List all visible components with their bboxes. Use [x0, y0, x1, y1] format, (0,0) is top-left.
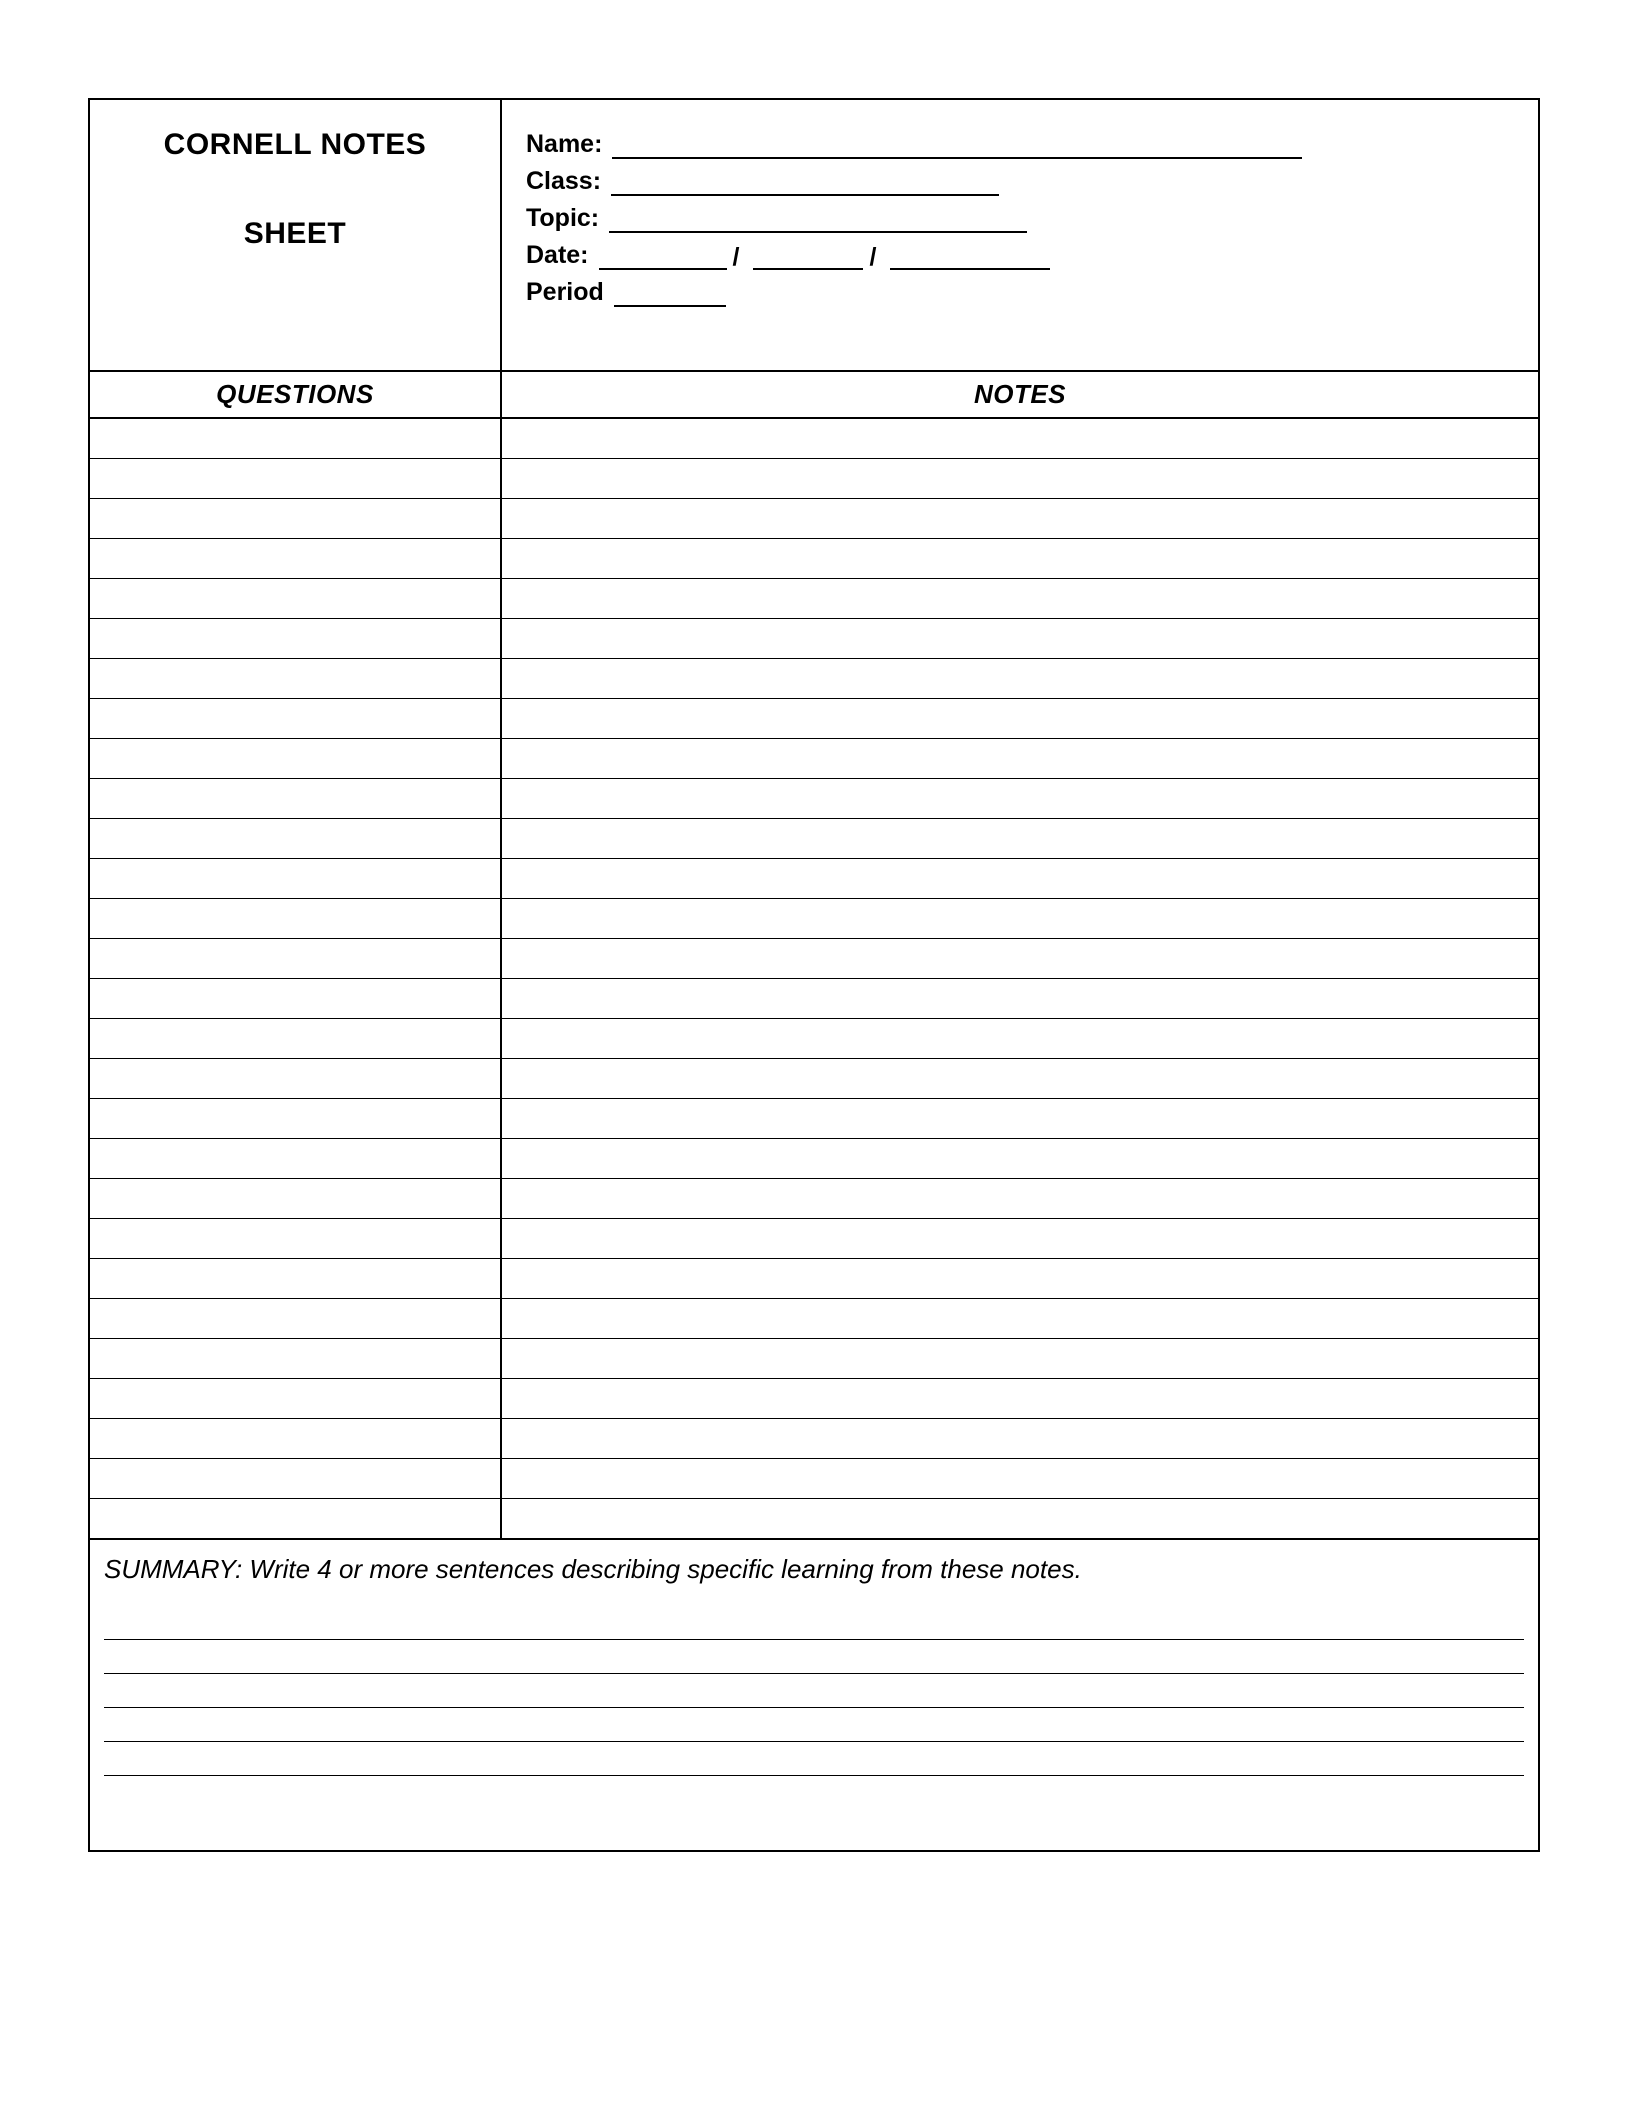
- column-header-notes: NOTES: [973, 379, 1067, 409]
- notes-row[interactable]: [90, 1099, 1538, 1139]
- sheet-header: [90, 100, 1538, 372]
- class-input[interactable]: [611, 172, 999, 196]
- summary-line[interactable]: [104, 1640, 1524, 1674]
- notes-row[interactable]: [90, 899, 1538, 939]
- field-class: [526, 159, 1538, 196]
- notes-row[interactable]: [90, 819, 1538, 859]
- field-period: [526, 270, 1538, 307]
- notes-row[interactable]: [90, 539, 1538, 579]
- notes-row[interactable]: [90, 699, 1538, 739]
- notes-row[interactable]: [90, 419, 1538, 459]
- notes-row[interactable]: [90, 1499, 1538, 1539]
- summary-prompt: SUMMARY: Write 4 or more sentences describing specific learning from these notes.: [104, 1554, 1082, 1584]
- notes-row[interactable]: [90, 1179, 1538, 1219]
- period-input[interactable]: [614, 283, 726, 307]
- notes-row[interactable]: [90, 499, 1538, 539]
- summary-line[interactable]: [104, 1606, 1524, 1640]
- questions-notes-divider: [500, 419, 502, 1538]
- date-day-input[interactable]: [753, 246, 863, 270]
- notes-row[interactable]: [90, 579, 1538, 619]
- notes-row[interactable]: [90, 1139, 1538, 1179]
- notes-row[interactable]: [90, 739, 1538, 779]
- summary-line[interactable]: [104, 1674, 1524, 1708]
- notes-row[interactable]: [90, 1339, 1538, 1379]
- field-class-label: Class:: [526, 167, 602, 195]
- notes-row[interactable]: [90, 979, 1538, 1019]
- column-header-questions: QUESTIONS: [90, 372, 502, 417]
- notes-row[interactable]: [90, 1259, 1538, 1299]
- date-separator-1: /: [732, 243, 740, 271]
- page-subtitle: SHEET: [243, 217, 347, 250]
- sheet-title-block: [90, 100, 502, 370]
- field-topic-label: Topic:: [526, 204, 600, 232]
- date-separator-2: /: [869, 243, 877, 271]
- notes-row[interactable]: [90, 1299, 1538, 1339]
- field-period-label: Period: [526, 278, 604, 306]
- summary-line[interactable]: [104, 1708, 1524, 1742]
- summary-section: [90, 1540, 1538, 1850]
- notes-row[interactable]: [90, 1219, 1538, 1259]
- topic-input[interactable]: [609, 209, 1027, 233]
- notes-row[interactable]: [90, 1419, 1538, 1459]
- notes-row[interactable]: [90, 779, 1538, 819]
- name-input[interactable]: [612, 135, 1302, 159]
- column-headers: [90, 372, 1538, 419]
- summary-write-area[interactable]: [104, 1606, 1524, 1776]
- notes-row[interactable]: [90, 659, 1538, 699]
- summary-line[interactable]: [104, 1742, 1524, 1776]
- field-name-label: Name:: [526, 130, 603, 158]
- date-month-input[interactable]: [599, 246, 727, 270]
- notes-row[interactable]: [90, 939, 1538, 979]
- page-title: CORNELL NOTES: [163, 128, 427, 161]
- notes-row[interactable]: [90, 619, 1538, 659]
- notes-row[interactable]: [90, 859, 1538, 899]
- field-name: [526, 122, 1538, 159]
- notes-grid: [90, 419, 1538, 1540]
- notes-row[interactable]: [90, 1059, 1538, 1099]
- date-year-input[interactable]: [890, 246, 1050, 270]
- header-fields: [502, 100, 1538, 370]
- notes-row[interactable]: [90, 1019, 1538, 1059]
- field-topic: [526, 196, 1538, 233]
- cornell-notes-sheet: [88, 98, 1540, 1852]
- notes-row[interactable]: [90, 1379, 1538, 1419]
- field-date: [526, 233, 1538, 270]
- notes-row[interactable]: [90, 1459, 1538, 1499]
- field-date-label: Date:: [526, 241, 589, 269]
- notes-row[interactable]: [90, 459, 1538, 499]
